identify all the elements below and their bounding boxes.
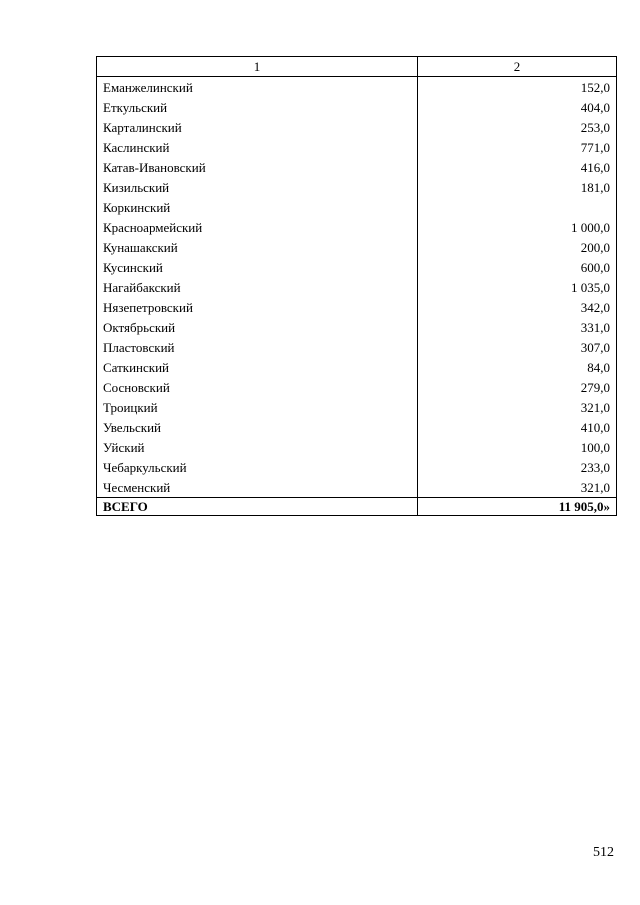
district-name: Катав-Ивановский [97, 157, 418, 177]
table-row [97, 137, 617, 157]
district-value: 342,0 [418, 297, 617, 317]
district-value: 321,0 [418, 397, 617, 417]
district-value: 279,0 [418, 377, 617, 397]
district-value: 233,0 [418, 457, 617, 477]
table-row [97, 77, 617, 98]
table-row [97, 97, 617, 117]
table-row [97, 477, 617, 498]
table-row [97, 317, 617, 337]
district-name: Троицкий [97, 397, 418, 417]
table-row [97, 117, 617, 137]
column-header-1: 1 [97, 57, 418, 77]
district-name: Октябрьский [97, 317, 418, 337]
district-value: 416,0 [418, 157, 617, 177]
district-value: 100,0 [418, 437, 617, 457]
district-name: Красноармейский [97, 217, 418, 237]
table-row [97, 157, 617, 177]
district-name: Саткинский [97, 357, 418, 377]
district-name: Чесменский [97, 477, 418, 498]
district-name: Карталинский [97, 117, 418, 137]
district-value: 404,0 [418, 97, 617, 117]
district-value: 200,0 [418, 237, 617, 257]
district-name: Каслинский [97, 137, 418, 157]
district-value: 1 035,0 [418, 277, 617, 297]
table-row [97, 197, 617, 217]
total-row [97, 498, 617, 516]
district-value: 253,0 [418, 117, 617, 137]
district-value: 307,0 [418, 337, 617, 357]
district-name: Нагайбакский [97, 277, 418, 297]
table-row [97, 297, 617, 317]
district-value: 771,0 [418, 137, 617, 157]
district-name: Еманжелинский [97, 77, 418, 98]
total-label: ВСЕГО [97, 498, 418, 516]
table-body [97, 77, 617, 516]
district-name: Кизильский [97, 177, 418, 197]
district-name: Уйский [97, 437, 418, 457]
table-row [97, 377, 617, 397]
district-name: Сосновский [97, 377, 418, 397]
district-value [418, 197, 617, 217]
district-name: Увельский [97, 417, 418, 437]
table-row [97, 457, 617, 477]
district-name: Кунашакский [97, 237, 418, 257]
table-row [97, 257, 617, 277]
table-row [97, 357, 617, 377]
table-row [97, 337, 617, 357]
district-value: 152,0 [418, 77, 617, 98]
district-name: Кусинский [97, 257, 418, 277]
table-row [97, 177, 617, 197]
table-row [97, 237, 617, 257]
district-value: 181,0 [418, 177, 617, 197]
district-name: Еткульский [97, 97, 418, 117]
district-value: 321,0 [418, 477, 617, 498]
district-value: 331,0 [418, 317, 617, 337]
district-value: 84,0 [418, 357, 617, 377]
table-header-row [97, 57, 617, 77]
total-value: 11 905,0» [418, 498, 617, 516]
district-table [96, 56, 617, 516]
district-name: Коркинский [97, 197, 418, 217]
table-row [97, 417, 617, 437]
district-value: 600,0 [418, 257, 617, 277]
table-row [97, 277, 617, 297]
district-value: 1 000,0 [418, 217, 617, 237]
district-name: Чебаркульский [97, 457, 418, 477]
table-row [97, 437, 617, 457]
district-name: Нязепетровский [97, 297, 418, 317]
table-row [97, 397, 617, 417]
table-row [97, 217, 617, 237]
district-value: 410,0 [418, 417, 617, 437]
column-header-2: 2 [418, 57, 617, 77]
page-number: 512 [593, 845, 614, 860]
district-name: Пластовский [97, 337, 418, 357]
